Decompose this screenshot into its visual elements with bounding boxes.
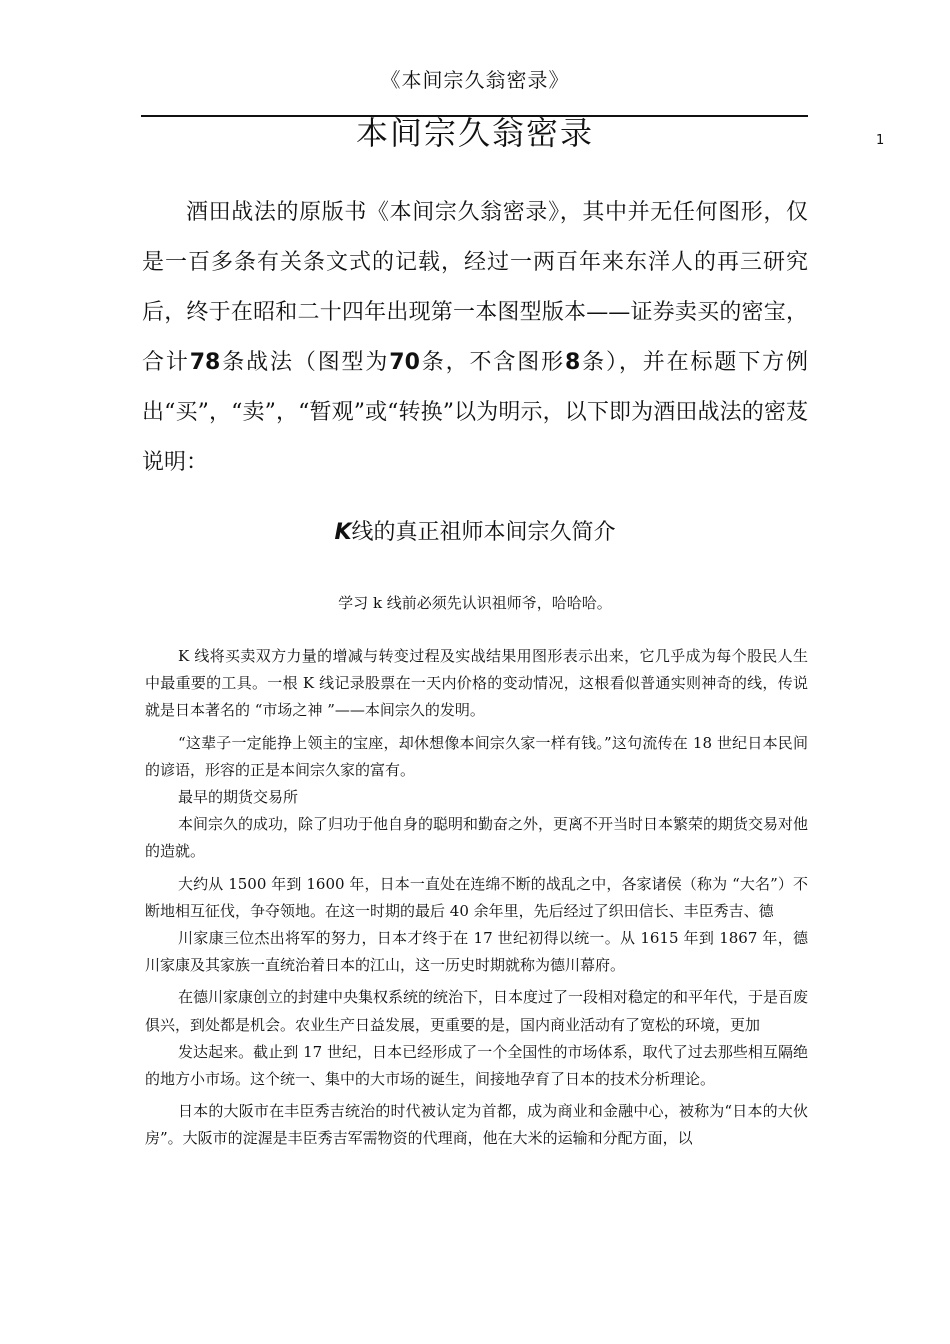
page-number: 1 [876, 133, 885, 148]
section-subtitle: 学习 k 线前必须先认识祖师爷，哈哈哈。 [338, 594, 612, 612]
document-title: 本间宗久翁密录 [355, 114, 594, 152]
body-paragraph: 本间宗久的成功，除了归功于他自身的聪明和勤奋之外，更离不开当时日本繁荣的期货交易对他的造就。 [145, 815, 809, 861]
body-subheading: 最早的期货交易所 [178, 788, 299, 807]
body-paragraph: 川家康三位杰出将军的努力，日本才终于在 17 世纪初得以统一。从 1615 年到 1867 年，德川家康及其家族一直统治着日本的江山，这一历史时期就称为德川幕府。 [145, 929, 808, 975]
body-paragraph: 在德川家康创立的封建中央集权系统的统治下，日本度过了一段相对稳定的和平年代，于是百废俱兴，到处都是机会。农业生产日益发展，更重要的是，国内商业活动有了宽松的环境，更加 [145, 988, 809, 1034]
intro-text-2: 条战法（图型为 [220, 350, 390, 375]
running-header: 《本间宗久翁密录》 [380, 68, 570, 92]
section-heading-text: 线的真正祖师本间宗久简介 [351, 520, 616, 545]
body-paragraph: K 线将买卖双方力量的增减与转变过程及实战结果用图形表示出来，它几乎成为每个股民人生中最重要的工具。一根 K 线记录股票在一天内价格的变动情况，这根看似普通实则神奇的线，传说就是日本著名的 “市场之神 ”——本间宗久的发明。 [145, 647, 808, 720]
section-heading [0, 515, 950, 546]
body-paragraph: “这辈子一定能挣上领主的宝座，却休想像本间宗久家一样有钱。”这句流传在 18 世纪日本民间的谚语，形容的正是本间宗久家的富有。 [145, 733, 808, 779]
intro-paragraph [142, 188, 808, 488]
intro-count-figures: 70 [389, 350, 420, 375]
intro-text-3: 条，不含图形 [419, 350, 565, 375]
body-paragraph: 大约从 1500 年到 1600 年，日本一直处在连绵不断的战乱之中，各家诸侯（称为 “大名”）不断地相互征伐，争夺领地。在这一时期的最后 40 余年里，先后经过了织田信长、丰臣秀吉、德 [145, 874, 808, 920]
intro-count-nofig: 8 [564, 350, 581, 375]
body-text [145, 643, 808, 1153]
intro-text-4: 条），并在标题下方例出“买”，“卖”，“暂观”或“转换”以为明示，以下即为酒田战法的密芨说明： [142, 350, 808, 475]
intro-text-1: 酒田战法的原版书《本间宗久翁密录》，其中并无任何图形，仅是一百多条有关条文式的记载，经过一两百年来东洋人的再三研究后，终于在昭和二十四年出现第一本图型版本——证券卖买的密宝，合计 [142, 200, 808, 375]
intro-count-total: 78 [189, 350, 221, 375]
body-paragraph: 日本的大阪市在丰臣秀吉统治的时代被认定为首都，成为商业和金融中心，被称为“日本的大伙房”。大阪市的淀渥是丰臣秀吉军需物资的代理商，他在大米的运输和分配方面，以 [145, 1102, 808, 1148]
body-paragraph: 发达起来。截止到 17 世纪，日本已经形成了一个全国性的市场体系，取代了过去那些相互隔绝的地方小市场。这个统一、集中的大市场的诞生，间接地孕育了日本的技术分析理论。 [145, 1042, 808, 1089]
section-heading-k: K [334, 520, 352, 545]
